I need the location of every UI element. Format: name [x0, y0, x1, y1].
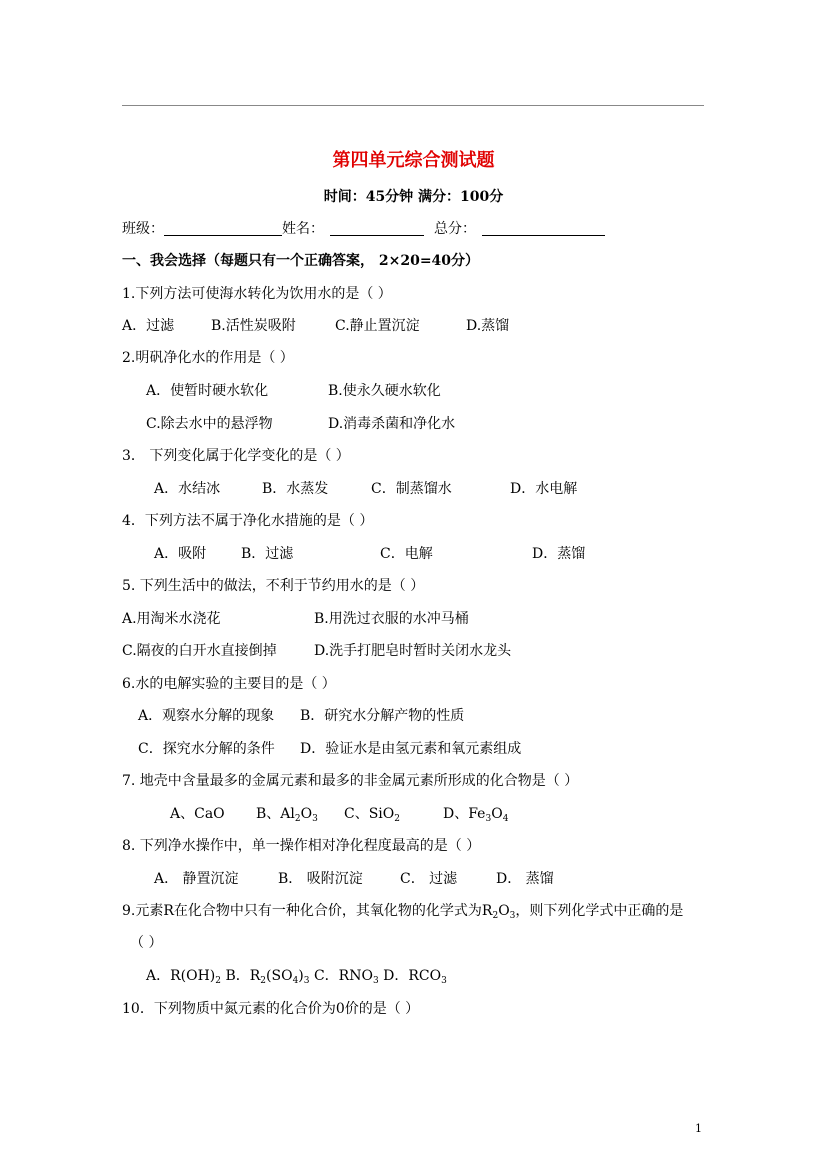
question-6-stem: 6.水的电解实验的主要目的是（ ）	[122, 676, 336, 692]
question-5-option-b: B.用洗过衣服的水冲马桶	[314, 611, 469, 627]
question-1-stem: 1.下列方法可使海水转化为饮用水的是（ ）	[122, 286, 392, 302]
question-1-option-d: D.蒸馏	[466, 318, 510, 334]
section-heading: 一、我会选择（每题只有一个正确答案， 2×20=40分）	[122, 253, 480, 269]
question-7-option-d: D、$Fe_3O_4$	[443, 806, 509, 824]
question-4-option-c: C．电解	[380, 546, 433, 562]
question-8-option-c: C． 过滤	[400, 871, 458, 887]
page-title: 第四单元综合测试题	[332, 150, 495, 171]
question-7-option-c: C、SiO$_2$	[344, 806, 400, 824]
question-2-option-c: C.除去水中的悬浮物	[146, 416, 273, 432]
question-2-option-b: B.使永久硬水软化	[328, 383, 441, 399]
page-number: 1	[695, 1122, 702, 1135]
question-2-option-d: D.消毒杀菌和净化水	[328, 416, 456, 432]
question-9-option-a: A．$R(OH)_2$	[146, 968, 221, 986]
score-blank	[482, 221, 605, 236]
question-2-stem: 2.明矾净化水的作用是（ ）	[122, 350, 294, 366]
question-5-option-c: C.隔夜的白开水直接倒掉	[122, 643, 277, 659]
question-9-stem-cont: （ ）	[130, 935, 163, 951]
class-blank	[164, 221, 282, 236]
class-label: 班级：	[122, 221, 164, 237]
question-8-option-b: B． 吸附沉淀	[278, 871, 363, 887]
question-9-stem: 9.元素R在化合物中只有一种化合价，其氧化物的化学式为$R_2O_3$，则下列化学式中正确的是	[122, 903, 684, 921]
question-6-option-a: A．观察水分解的现象	[138, 708, 275, 724]
header-rule	[122, 105, 704, 106]
question-9-option-b: B．$R_2(SO_4)_3$	[225, 968, 310, 986]
info-row	[122, 220, 605, 238]
question-3-option-a: A．水结冰	[154, 481, 221, 497]
question-7-stem: 7. 地壳中含量最多的金属元素和最多的非金属元素所形成的化合物是（ ）	[122, 773, 579, 789]
question-9-option-c: C．$RNO_3$	[313, 968, 379, 986]
question-6-option-d: D．验证水是由氢元素和氧元素组成	[300, 741, 522, 757]
question-3-option-b: B．水蒸发	[262, 481, 329, 497]
question-7-option-b: B、$Al_2O_3$	[256, 806, 318, 824]
question-6-option-c: C．探究水分解的条件	[138, 741, 275, 757]
question-4-option-d: D．蒸馏	[532, 546, 586, 562]
question-5-stem: 5. 下列生活中的做法，不利于节约用水的是（ ）	[122, 578, 425, 594]
question-3-option-d: D．水电解	[510, 481, 578, 497]
question-1-option-a: A．过滤	[122, 318, 175, 334]
score-label: 总分：	[434, 221, 476, 237]
question-3-option-c: C．制蒸馏水	[371, 481, 452, 497]
question-10-stem: 10．下列物质中氮元素的化合价为0价的是（ ）	[122, 1001, 420, 1017]
question-1-option-b: B.活性炭吸附	[211, 318, 296, 334]
question-5-option-d: D.洗手打肥皂时暂时关闭水龙头	[314, 643, 512, 659]
question-6-option-b: B．研究水分解产物的性质	[300, 708, 465, 724]
question-4-option-b: B．过滤	[241, 546, 294, 562]
question-5-option-a: A.用淘米水浇花	[122, 611, 221, 627]
question-4-option-a: A．吸附	[154, 546, 207, 562]
question-9-options	[146, 967, 447, 990]
question-9-option-d: D．$RCO_3$	[383, 968, 447, 986]
question-8-option-d: D． 蒸馏	[496, 871, 554, 887]
exam-subtitle: 时间：45分钟 满分：100分	[323, 189, 504, 205]
question-4-stem: 4．下列方法不属于净化水措施的是（ ）	[122, 513, 374, 529]
question-8-option-a: A． 静置沉淀	[154, 871, 239, 887]
question-3-stem: 3． 下列变化属于化学变化的是（ ）	[122, 448, 350, 464]
question-7-option-a: A、CaO	[170, 806, 225, 822]
question-1-option-c: C.静止置沉淀	[335, 318, 420, 334]
question-8-stem: 8. 下列净水操作中，单一操作相对净化程度最高的是（ ）	[122, 838, 481, 854]
name-label: 姓名：	[282, 221, 324, 237]
name-blank	[330, 221, 424, 236]
question-2-option-a: A．使暂时硬水软化	[146, 383, 269, 399]
